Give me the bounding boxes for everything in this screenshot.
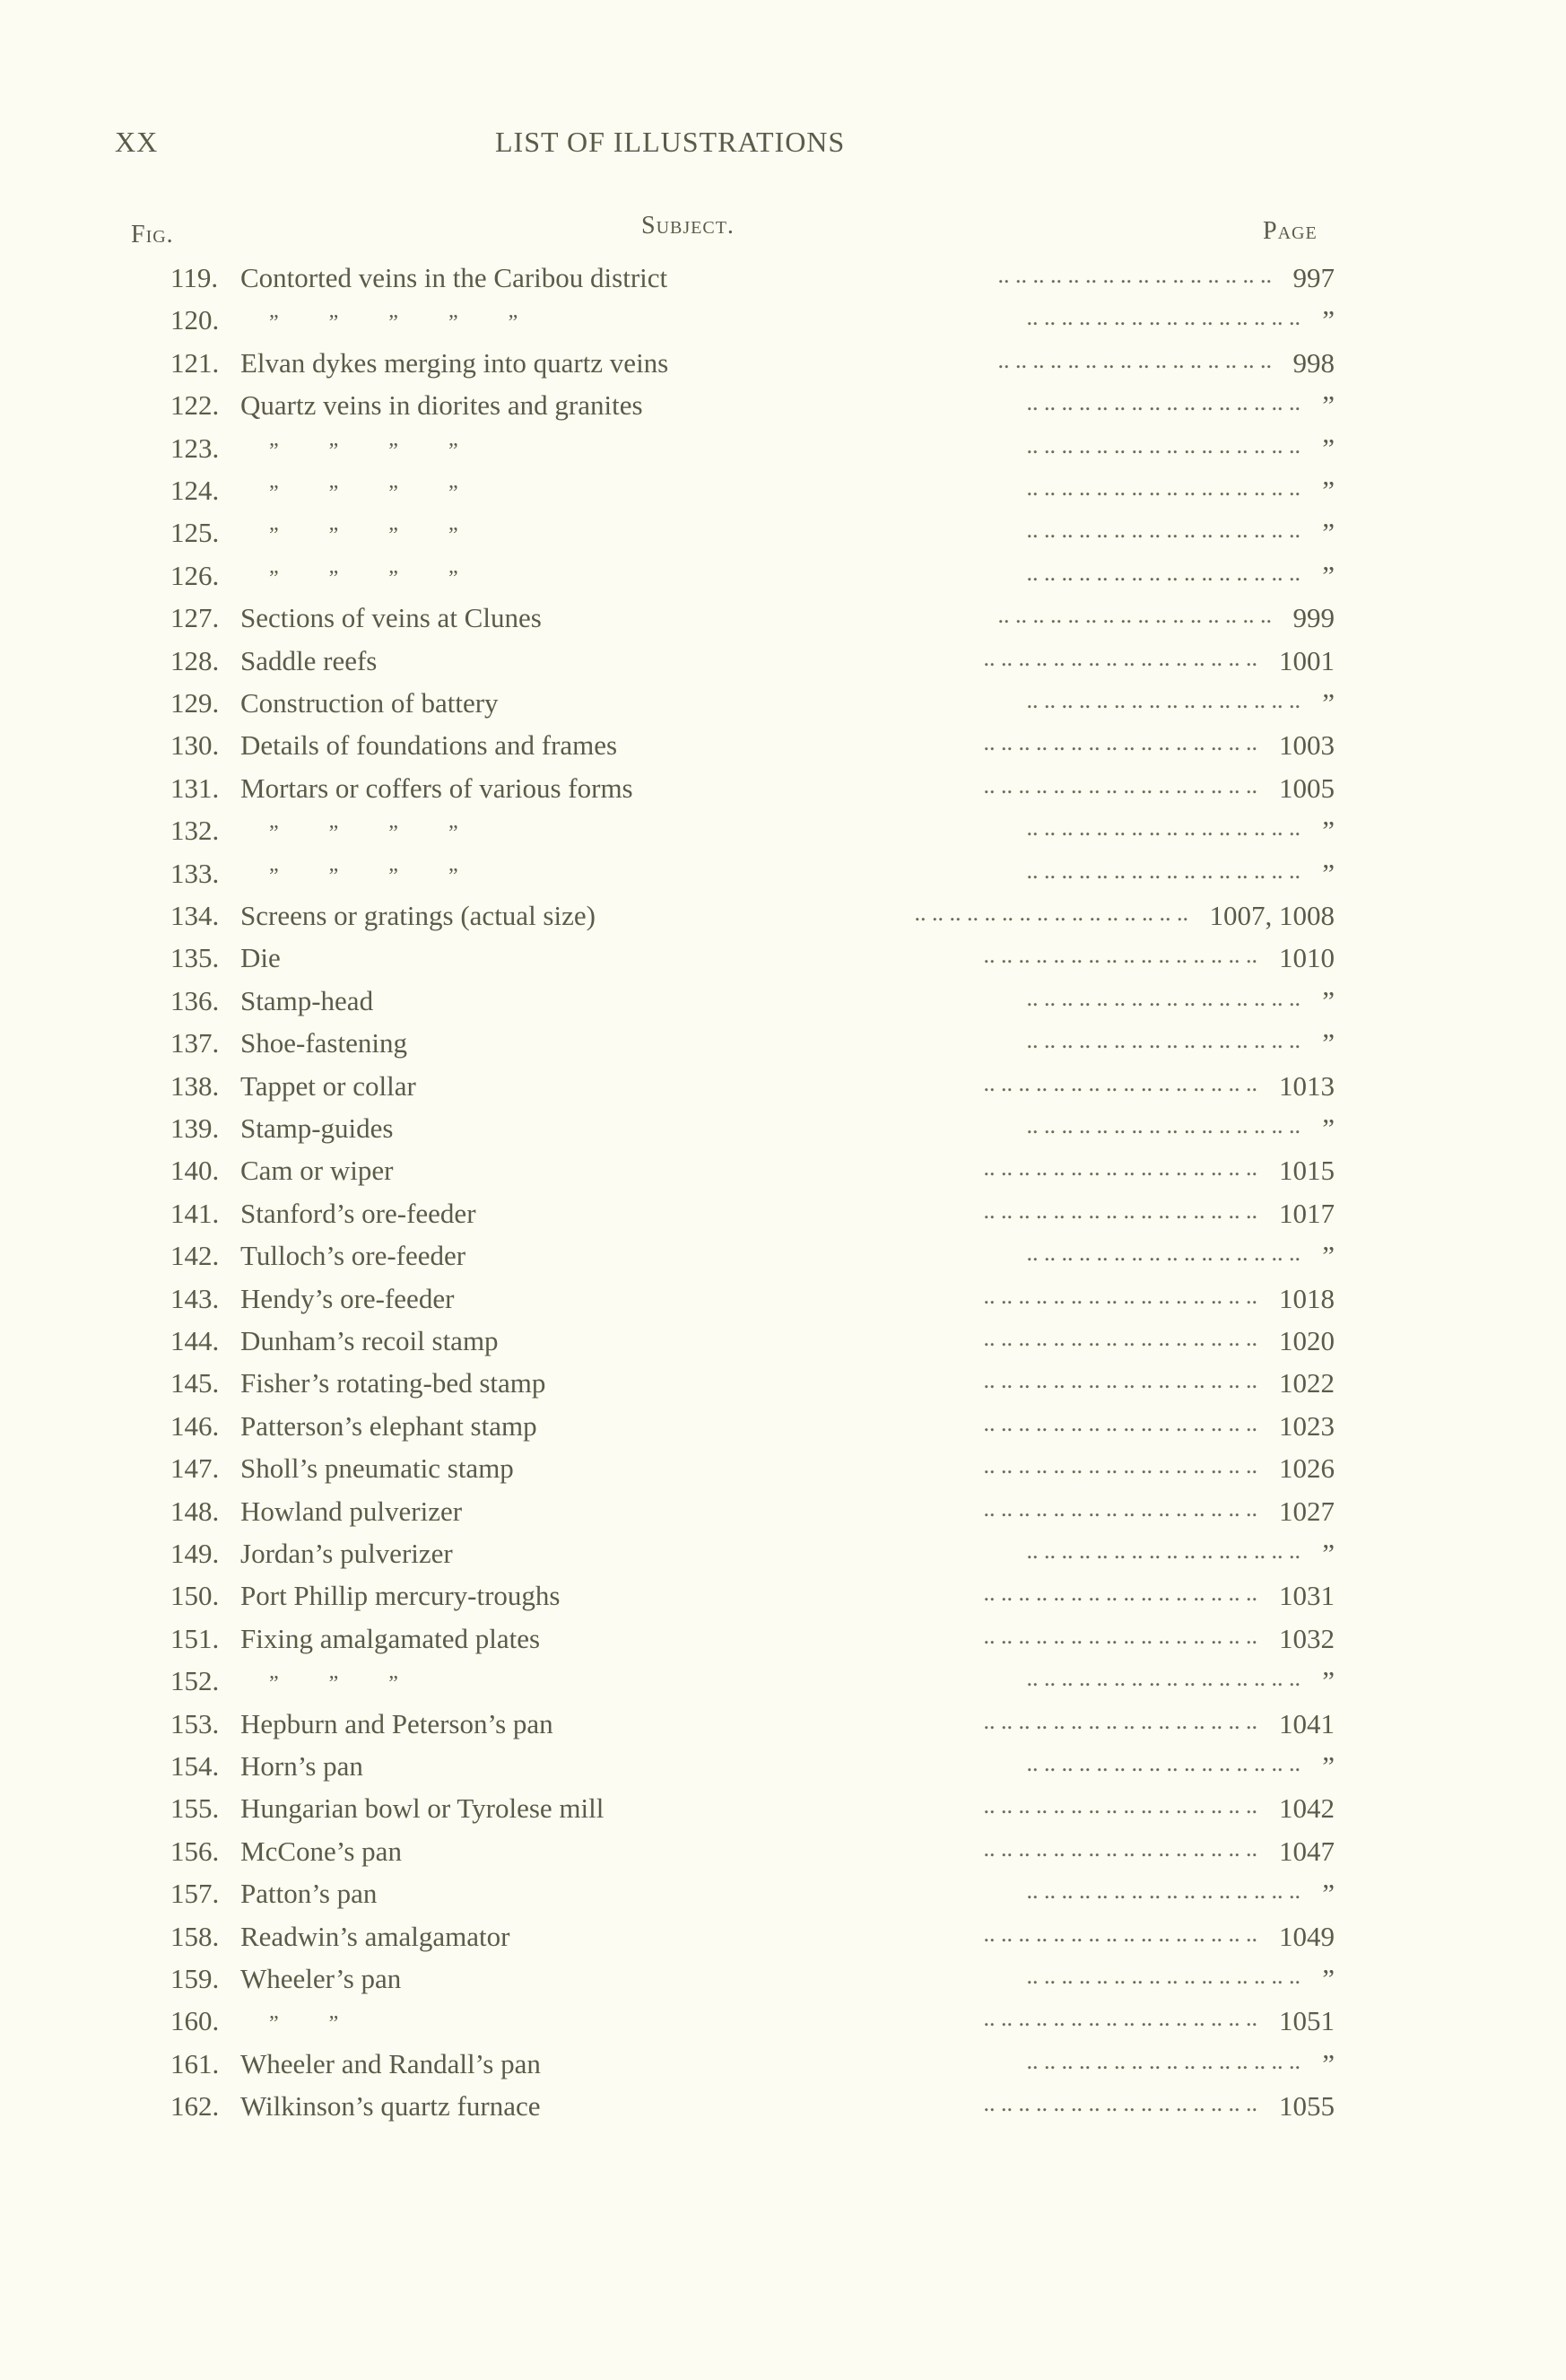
dot-leader: .. .. .. .. .. .. .. .. .. .. .. .. .. .. .. .. [1026,1240,1301,1267]
fig-number: 151. [170,1622,220,1654]
page-number: ” [1322,1538,1335,1569]
list-item [0,1240,1566,1281]
subject: ” ” ” ” [269,566,458,590]
subject: ” ” ” ” [269,822,458,846]
subject: Saddle reefs [240,644,378,676]
fig-number: 136. [170,984,220,1016]
subject: Dunham’s recoil stamp [240,1325,499,1356]
list-item [0,1283,1566,1324]
subject: Mortars or coffers of various forms [240,772,633,804]
subject: Howland pulverizer [240,1495,463,1527]
list-item [0,1112,1566,1154]
fig-number: 140. [170,1155,220,1187]
list-item [0,347,1566,388]
subject: ” ” ” ” [269,524,458,548]
fig-number: 127. [170,602,220,634]
subject: Fixing amalgamated plates [240,1622,541,1654]
page-number: 1055 [1279,2090,1335,2123]
dot-leader: .. .. .. .. .. .. .. .. .. .. .. .. .. .. .. .. [1026,815,1301,841]
list-item [0,2090,1566,2132]
fig-number: 123. [170,432,220,464]
page-number: ” [1322,1240,1335,1272]
fig-number: 153. [170,1707,220,1739]
fig-number: 137. [170,1027,220,1059]
page-number: 1020 [1279,1325,1335,1356]
page-number: 1010 [1279,942,1335,974]
dot-leader: .. .. .. .. .. .. .. .. .. .. .. .. .. .. .. .. [983,1707,1257,1734]
page-number: 1017 [1279,1197,1335,1229]
list-item [0,1665,1566,1706]
fig-number: 149. [170,1538,220,1569]
dot-leader: .. .. .. .. .. .. .. .. .. .. .. .. .. .. .. .. [997,346,1272,373]
dot-leader: .. .. .. .. .. .. .. .. .. .. .. .. .. .. .. .. [983,2005,1257,2032]
page-number: ” [1322,815,1335,847]
dot-leader: .. .. .. .. .. .. .. .. .. .. .. .. .. .. .. .. [1026,389,1301,416]
dot-leader: .. .. .. .. .. .. .. .. .. .. .. .. .. .. .. .. [1026,687,1301,713]
list-item [0,1792,1566,1834]
subject: Port Phillip mercury-troughs [240,1580,561,1612]
fig-number: 120. [170,304,220,336]
subject: ” ” ” ” [269,439,458,463]
page-number: 1015 [1279,1155,1335,1187]
fig-number: 154. [170,1750,220,1782]
page-number: ” [1322,517,1335,549]
page-number: 1027 [1279,1495,1335,1527]
subject: Die [240,942,281,974]
list-item [0,1070,1566,1112]
subject: ” ” ” ” ” [269,311,518,336]
page-number: 1041 [1279,1707,1335,1739]
subject: Patterson’s elephant stamp [240,1409,537,1442]
subject: Hepburn and Peterson’s pan [240,1707,553,1739]
dot-leader: .. .. .. .. .. .. .. .. .. .. .. .. .. .. .. .. [1026,857,1301,884]
fig-number: 122. [170,389,220,422]
subject: Hungarian bowl or Tyrolese mill [240,1792,605,1825]
page-number: ” [1322,857,1335,889]
fig-number: 147. [170,1452,220,1485]
list-item [0,2048,1566,2089]
list-item [0,1198,1566,1239]
dot-leader: .. .. .. .. .. .. .. .. .. .. .. .. .. .. .. .. [1026,1538,1301,1564]
subject: Stamp-guides [240,1112,394,1144]
list-item [0,1580,1566,1621]
list-item [0,560,1566,601]
subject: ” ” ” [269,1672,398,1696]
page-number: 1031 [1279,1580,1335,1612]
subject: Details of foundations and frames [240,729,618,762]
fig-number: 162. [170,2090,220,2123]
subject: Jordan’s pulverizer [240,1538,453,1569]
list-item [0,1325,1566,1366]
fig-number: 146. [170,1409,220,1442]
fig-number: 150. [170,1580,220,1612]
fig-number: 159. [170,1963,220,1994]
subject: Wheeler’s pan [240,1963,402,1994]
page-number: ” [1322,1750,1335,1782]
dot-leader: .. .. .. .. .. .. .. .. .. .. .. .. .. .. .. .. [983,1495,1257,1521]
list-item [0,1538,1566,1579]
subject: Sholl’s pneumatic stamp [240,1452,514,1485]
dot-leader: .. .. .. .. .. .. .. .. .. .. .. .. .. .. .. .. [1026,432,1301,458]
list-item [0,1750,1566,1792]
dot-leader: .. .. .. .. .. .. .. .. .. .. .. .. .. .. .. .. [1026,559,1301,586]
page-number: 1013 [1279,1069,1335,1102]
page-number: ” [1322,1963,1335,1994]
dot-leader: .. .. .. .. .. .. .. .. .. .. .. .. .. .. .. .. [997,262,1272,288]
fig-number: 119. [170,262,219,293]
list-item [0,475,1566,516]
list-item [0,432,1566,474]
list-item [0,1623,1566,1664]
fig-number: 142. [170,1240,220,1272]
column-header-fig: Fig. [131,221,174,248]
list-item [0,645,1566,686]
page-number: ” [1322,984,1335,1016]
page-number: ” [1322,1112,1335,1144]
page-number: 1022 [1279,1367,1335,1399]
fig-number: 121. [170,346,220,379]
list-item [0,1921,1566,1962]
running-title: LIST OF ILLUSTRATIONS [495,126,846,158]
page-number: 1003 [1279,729,1335,762]
fig-number: 138. [170,1069,220,1102]
page-number: 1026 [1279,1452,1335,1485]
column-header-subject: Subject. [641,212,735,240]
list-item [0,1495,1566,1537]
dot-leader: .. .. .. .. .. .. .. .. .. .. .. .. .. .. .. .. [1026,1112,1301,1138]
dot-leader: .. .. .. .. .. .. .. .. .. .. .. .. .. .. .. .. [983,942,1257,969]
subject: Tulloch’s ore-feeder [240,1240,466,1272]
page-number: 1001 [1279,644,1335,676]
dot-leader: .. .. .. .. .. .. .. .. .. .. .. .. .. .. .. .. [1026,517,1301,544]
page-number: ” [1322,1027,1335,1059]
dot-leader: .. .. .. .. .. .. .. .. .. .. .. .. .. .. .. .. [983,1580,1257,1607]
subject: Cam or wiper [240,1155,394,1187]
dot-leader: .. .. .. .. .. .. .. .. .. .. .. .. .. .. .. .. [983,1155,1257,1181]
list-item [0,304,1566,345]
dot-leader: .. .. .. .. .. .. .. .. .. .. .. .. .. .. .. .. [1026,1963,1301,1989]
fig-number: 135. [170,942,220,974]
page-number: 1032 [1279,1622,1335,1654]
fig-number: 145. [170,1367,220,1399]
page-number: 997 [1292,262,1335,293]
list-item [0,772,1566,814]
fig-number: 156. [170,1835,220,1867]
list-item [0,729,1566,771]
page-number: 998 [1292,346,1335,379]
fig-number: 134. [170,900,220,931]
page-number: ” [1322,559,1335,591]
fig-number: 161. [170,2047,220,2079]
fig-number: 124. [170,475,220,506]
fig-number: 141. [170,1197,220,1229]
dot-leader: .. .. .. .. .. .. .. .. .. .. .. .. .. .. .. .. [983,729,1257,756]
page-number: 1042 [1279,1792,1335,1825]
list-item [0,1835,1566,1877]
fig-number: 144. [170,1325,220,1356]
dot-leader: .. .. .. .. .. .. .. .. .. .. .. .. .. .. .. .. [983,1792,1257,1819]
dot-leader: .. .. .. .. .. .. .. .. .. .. .. .. .. .. .. .. [1026,1665,1301,1692]
dot-leader: .. .. .. .. .. .. .. .. .. .. .. .. .. .. .. .. [983,2090,1257,2117]
dot-leader: .. .. .. .. .. .. .. .. .. .. .. .. .. .. .. .. [983,1325,1257,1351]
subject: Hendy’s ore-feeder [240,1282,455,1314]
list-item [0,389,1566,431]
list-item [0,2005,1566,2046]
fig-number: 125. [170,517,220,549]
page-number: ” [1322,1665,1335,1697]
dot-leader: .. .. .. .. .. .. .. .. .. .. .. .. .. .. .. .. [1026,1027,1301,1054]
page-number: ” [1322,389,1335,422]
subject: Elvan dykes merging into quartz veins [240,346,669,379]
dot-leader: .. .. .. .. .. .. .. .. .. .. .. .. .. .. .. .. [983,644,1257,671]
subject: Screens or gratings (actual size) [240,900,596,931]
list-item [0,942,1566,983]
list-item [0,517,1566,558]
page-number: 1007, 1008 [1209,900,1335,931]
dot-leader: .. .. .. .. .. .. .. .. .. .. .. .. .. .. .. .. [983,1920,1257,1947]
fig-number: 139. [170,1112,220,1144]
page-number: 999 [1292,602,1335,634]
list-item [0,1878,1566,1919]
dot-leader: .. .. .. .. .. .. .. .. .. .. .. .. .. .. .. .. [983,1452,1257,1479]
fig-number: 155. [170,1792,220,1825]
list-item [0,858,1566,899]
subject: McCone’s pan [240,1835,402,1867]
fig-number: 158. [170,1920,220,1952]
fig-number: 131. [170,772,220,804]
list-item [0,1452,1566,1494]
list-item [0,1155,1566,1196]
fig-number: 143. [170,1282,220,1314]
dot-leader: .. .. .. .. .. .. .. .. .. .. .. .. .. .. .. .. [997,602,1272,629]
list-item [0,985,1566,1026]
list-item [0,687,1566,728]
subject: Shoe-fastening [240,1027,407,1059]
page-number: 1049 [1279,1920,1335,1952]
fig-number: 129. [170,687,220,719]
dot-leader: .. .. .. .. .. .. .. .. .. .. .. .. .. .. .. .. [983,1835,1257,1861]
page-number: 1047 [1279,1835,1335,1867]
subject: Horn’s pan [240,1750,363,1782]
subject: Wilkinson’s quartz furnace [240,2090,541,2123]
subject: Sections of veins at Clunes [240,602,542,634]
page-number: 1005 [1279,772,1335,804]
dot-leader: .. .. .. .. .. .. .. .. .. .. .. .. .. .. .. .. [983,1282,1257,1309]
dot-leader: .. .. .. .. .. .. .. .. .. .. .. .. .. .. .. .. [1026,1750,1301,1776]
subject: Patton’s pan [240,1878,378,1910]
fig-number: 157. [170,1878,220,1910]
subject: Stamp-head [240,984,374,1016]
fig-number: 130. [170,729,220,762]
subject: Readwin’s amalgamator [240,1920,510,1952]
subject: Quartz veins in diorites and granites [240,389,643,422]
fig-number: 128. [170,644,220,676]
dot-leader: .. .. .. .. .. .. .. .. .. .. .. .. .. .. .. .. [1026,984,1301,1011]
page-number: ” [1322,687,1335,719]
subject: ” ” ” ” [269,864,458,888]
list-item [0,1708,1566,1749]
dot-leader: .. .. .. .. .. .. .. .. .. .. .. .. .. .. .. .. [983,772,1257,798]
list-item [0,1410,1566,1452]
dot-leader: .. .. .. .. .. .. .. .. .. .. .. .. .. .. .. .. [983,1069,1257,1096]
list-item [0,900,1566,941]
fig-number: 132. [170,815,220,847]
dot-leader: .. .. .. .. .. .. .. .. .. .. .. .. .. .. .. .. [1026,475,1301,501]
column-header-page: Page [1263,217,1318,245]
subject: ” ” [269,2012,339,2036]
fig-number: 160. [170,2005,220,2037]
fig-number: 126. [170,559,220,591]
list-item [0,1367,1566,1408]
page-number: 1051 [1279,2005,1335,2037]
fig-number: 152. [170,1665,220,1697]
dot-leader: .. .. .. .. .. .. .. .. .. .. .. .. .. .. .. .. [1026,1878,1301,1905]
dot-leader: .. .. .. .. .. .. .. .. .. .. .. .. .. .. .. .. [1026,2047,1301,2074]
fig-number: 148. [170,1495,220,1527]
subject: ” ” ” ” [269,482,458,505]
page-number: ” [1322,304,1335,336]
dot-leader: .. .. .. .. .. .. .. .. .. .. .. .. .. .. .. .. [983,1197,1257,1224]
page-number: 1023 [1279,1409,1335,1442]
list-item [0,815,1566,856]
dot-leader: .. .. .. .. .. .. .. .. .. .. .. .. .. .. .. .. [914,900,1188,926]
subject: Contorted veins in the Caribou district [240,262,668,293]
subject: Tappet or collar [240,1069,416,1102]
dot-leader: .. .. .. .. .. .. .. .. .. .. .. .. .. .. .. .. [1026,304,1301,331]
page-number: 1018 [1279,1282,1335,1314]
list-item [0,262,1566,303]
subject: Construction of battery [240,687,499,719]
page-number: ” [1322,2047,1335,2079]
fig-number: 133. [170,857,220,889]
page-number: ” [1322,1878,1335,1910]
page-number: ” [1322,432,1335,464]
list-item [0,1963,1566,2004]
list-item [0,1027,1566,1068]
dot-leader: .. .. .. .. .. .. .. .. .. .. .. .. .. .. .. .. [983,1622,1257,1649]
list-item [0,602,1566,643]
page-folio: XX [115,126,159,158]
dot-leader: .. .. .. .. .. .. .. .. .. .. .. .. .. .. .. .. [983,1409,1257,1436]
subject: Wheeler and Randall’s pan [240,2047,541,2079]
page-number: ” [1322,475,1335,506]
dot-leader: .. .. .. .. .. .. .. .. .. .. .. .. .. .. .. .. [983,1367,1257,1394]
subject: Fisher’s rotating-bed stamp [240,1367,546,1399]
subject: Stanford’s ore-feeder [240,1197,476,1229]
